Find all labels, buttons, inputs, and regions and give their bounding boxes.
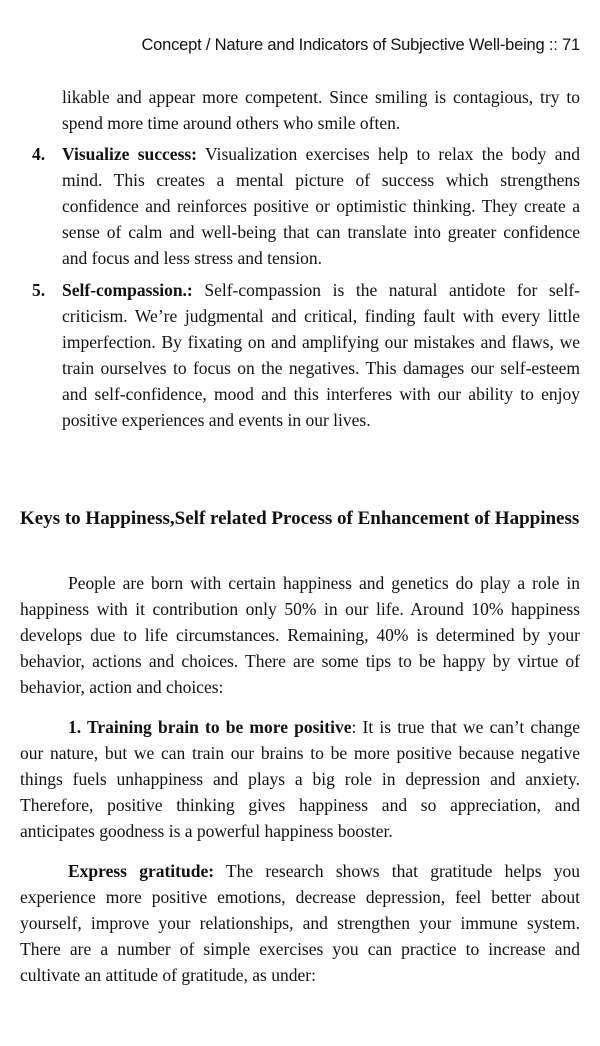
list-item-title: Visualize success: <box>62 144 198 164</box>
list-item-text: Visualization exercises help to relax the body and mind. This creates a mental picture of success which strengthens confidence and reinforces positive or optimistic thinking. They create a sense of calm and well-being that can translate into greater confidence and focus and less stress and tension. <box>62 144 580 268</box>
paragraph-text: The research shows that gratitude helps you experience more positive emotions, decrease depression, feel better about yourself, improve your relationships, and strengthen your immune system. There are a number of simple exercises you can practice to increase and cultivate an attitude of gratitude, as under: <box>20 861 580 985</box>
section-body <box>20 570 580 1002</box>
continued-paragraph: likable and appear more competent. Since smiling is contagious, try to spend more time around others who smile often. <box>62 87 580 133</box>
paragraph-text: People are born with certain happiness and genetics do play a role in happiness with it contribution only 50% in our life. Around 10% happiness develops due to life circumstances. Remaining, 40% is determined by your behavior, actions and choices. There are some tips to be happy by virtue of behavior, action and choices: <box>20 573 580 697</box>
numbered-list <box>20 141 580 439</box>
paragraph <box>20 570 580 700</box>
list-item-body <box>62 141 580 271</box>
paragraph <box>20 714 580 844</box>
paragraph <box>20 858 580 988</box>
list-number: 5. <box>32 280 46 300</box>
list-item <box>20 141 580 271</box>
list-item <box>20 277 580 433</box>
list-number: 4. <box>32 144 46 164</box>
list-item-text: Self-compassion is the natural antidote for self-criticism. We’re judgmental and critical, finding fault with every little imperfection. By fixating on and amplifying our mistakes and flaws, we train ourselves to focus on the negatives. This damages our self-esteem and self-confidence, mood and this interferes with our ability to enjoy positive experiences and events in our lives. <box>62 280 580 430</box>
list-item-body <box>62 277 580 433</box>
list-item-title: Self-compassion.: <box>62 280 193 300</box>
running-head: Concept / Nature and Indicators of Subjective Well-being :: 71 <box>141 36 580 54</box>
paragraph-lead: 1. Training brain to be more positive <box>68 717 352 737</box>
paragraph-text: : It is true that we can’t change our nature, but we can train our brains to be more positive because negative things fuels unhappiness and plays a big role in depression and anxiety. Therefore, positive thinking gives happiness and so appreciation, and anticipates goodness is a powerful happiness booster. <box>20 717 580 841</box>
section-heading: Keys to Happiness,Self related Process of Enhancement of Happiness <box>20 508 580 529</box>
paragraph-lead: Express gratitude: <box>68 861 215 881</box>
